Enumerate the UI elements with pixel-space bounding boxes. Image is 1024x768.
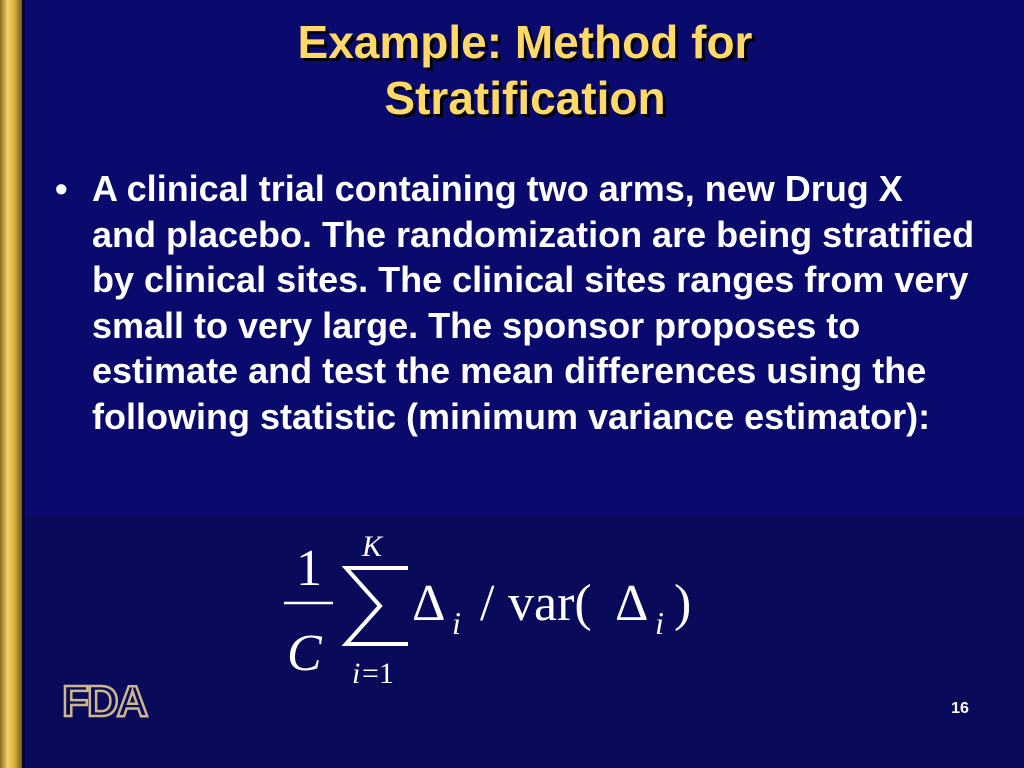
formula-sum-lower-eq: =1	[362, 657, 394, 690]
bullet-marker: •	[55, 168, 68, 209]
formula-sum-lower-var: i	[352, 657, 361, 690]
fda-logo-text: FDA	[62, 677, 147, 722]
formula-close-paren: )	[674, 575, 692, 632]
formula-sub-i-1: i	[452, 605, 461, 641]
formula-var-open: var(	[508, 575, 592, 632]
formula-sum-upper: K	[362, 530, 383, 563]
title-line-1: Example: Method for	[297, 16, 753, 68]
title-line-2: Stratification	[384, 72, 666, 124]
bullet-text: A clinical trial containing two arms, new Drug X and placebo. The randomization are being stratified by clinical sites. The clinical sites ranges from very small to very large. The sponsor proposes to estimate and test the mean differences using the following statistic (minimum variance estimator):	[92, 168, 975, 437]
formula-numerator: 1	[296, 540, 322, 597]
formula-denominator: C	[287, 625, 322, 682]
fda-logo	[60, 676, 160, 722]
formula-delta-1: Δ	[412, 575, 446, 632]
formula-slash: /	[480, 575, 495, 632]
formula-delta-2: Δ	[615, 575, 649, 632]
page-number: 16	[951, 700, 969, 717]
formula-sub-i-2: i	[655, 605, 664, 641]
sigma-icon	[346, 568, 408, 644]
